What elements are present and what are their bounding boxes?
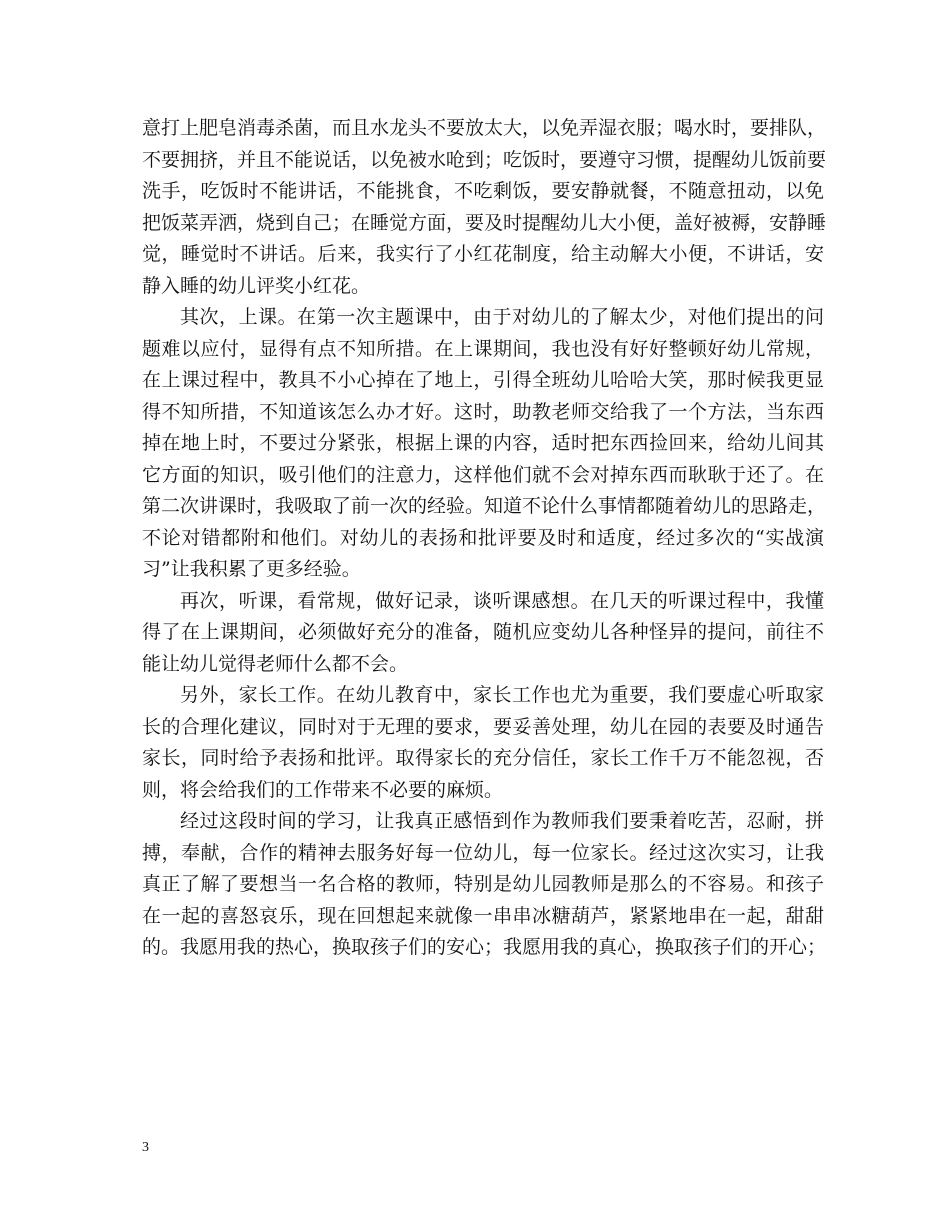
text-line: 静入睡的幼儿评奖小红花。 bbox=[142, 274, 371, 297]
paragraph-first-line: 其次，上课。在第一次主题课中，由于对幼儿的了解太少，对他们提出的问 bbox=[180, 306, 824, 328]
text-line: 不论对错都附和他们。对幼儿的表扬和批评要及时和适度，经过多次的“实战演 bbox=[142, 526, 824, 549]
text-line: 题难以应付，显得有点不知所措。在上课期间，我也没有好好整顿好幼儿常规， bbox=[142, 337, 824, 360]
paragraph-first-line: 另外，家长工作。在幼儿教育中，家长工作也尤为重要，我们要虚心听取家 bbox=[180, 684, 824, 706]
text-line: 习”让我积累了更多经验。 bbox=[142, 558, 361, 580]
text-line: 在一起的喜怒哀乐，现在回想起来就像一串串冰糖葫芦，紧紧地串在一起，甜甜 bbox=[142, 904, 824, 927]
page-number: 3 bbox=[142, 1140, 149, 1155]
text-line: 掉在地上时，不要过分紧张，根据上课的内容，适时把东西捡回来，给幼儿间其 bbox=[142, 432, 824, 454]
text-line: 不要拥挤，并且不能说话，以免被水呛到；吃饭时，要遵守习惯，提醒幼儿饭前要 bbox=[142, 148, 827, 171]
text-line: 在上课过程中，教具不小心掉在了地上，引得全班幼儿哈哈大笑，那时候我更显 bbox=[142, 369, 824, 391]
text-line: 得不知所措，不知道该怎么办才好。这时，助教老师交给我了一个方法，当东西 bbox=[142, 400, 824, 423]
paragraph-first-line: 再次，听课，看常规，做好记录，谈听课感想。在几天的听课过程中，我懂 bbox=[180, 589, 824, 612]
text-line: 能让幼儿觉得老师什么都不会。 bbox=[142, 652, 409, 675]
text-line: 觉，睡觉时不讲话。后来，我实行了小红花制度，给主动解大小便，不讲话，安 bbox=[142, 243, 824, 265]
paragraph-first-line: 经过这段时间的学习，让我真正感悟到作为教师我们要秉着吃苦，忍耐，拼 bbox=[180, 810, 824, 832]
text-line: 则，将会给我们的工作带来不必要的麻烦。 bbox=[142, 778, 504, 801]
text-line: 洗手，吃饭时不能讲话，不能挑食，不吃剩饭，要安静就餐，不随意扭动，以免 bbox=[142, 180, 824, 202]
text-line: 长的合理化建议，同时对于无理的要求，要妥善处理，幼儿在园的表要及时通告 bbox=[142, 715, 824, 738]
text-line: 它方面的知识，吸引他们的注意力，这样他们就不会对掉东西而耿耿于还了。在 bbox=[142, 463, 824, 486]
text-line: 得了在上课期间，必须做好充分的准备，随机应变幼儿各种怪异的提问，前往不 bbox=[142, 621, 824, 643]
text-line: 的。我愿用我的热心，换取孩子们的安心；我愿用我的真心，换取孩子们的开心； bbox=[142, 936, 827, 958]
text-line: 搏，奉献，合作的精神去服务好每一位幼儿，每一位家长。经过这次实习，让我 bbox=[142, 841, 824, 864]
text-line: 真正了解了要想当一名合格的教师，特别是幼儿园教师是那么的不容易。和孩子 bbox=[142, 873, 824, 895]
body-text bbox=[142, 113, 827, 964]
text-line: 家长，同时给予表扬和批评。取得家长的充分信任，家长工作千万不能忽视，否 bbox=[142, 747, 824, 769]
text-line: 把饭菜弄洒，烧到自己；在睡觉方面，要及时提醒幼儿大小便，盖好被褥，安静睡 bbox=[142, 211, 827, 234]
text-line: 意打上肥皂消毒杀菌，而且水龙头不要放太大，以免弄湿衣服；喝水时，要排队， bbox=[142, 117, 827, 139]
text-line: 第二次讲课时，我吸取了前一次的经验。知道不论什么事情都随着幼儿的思路走， bbox=[142, 495, 827, 517]
